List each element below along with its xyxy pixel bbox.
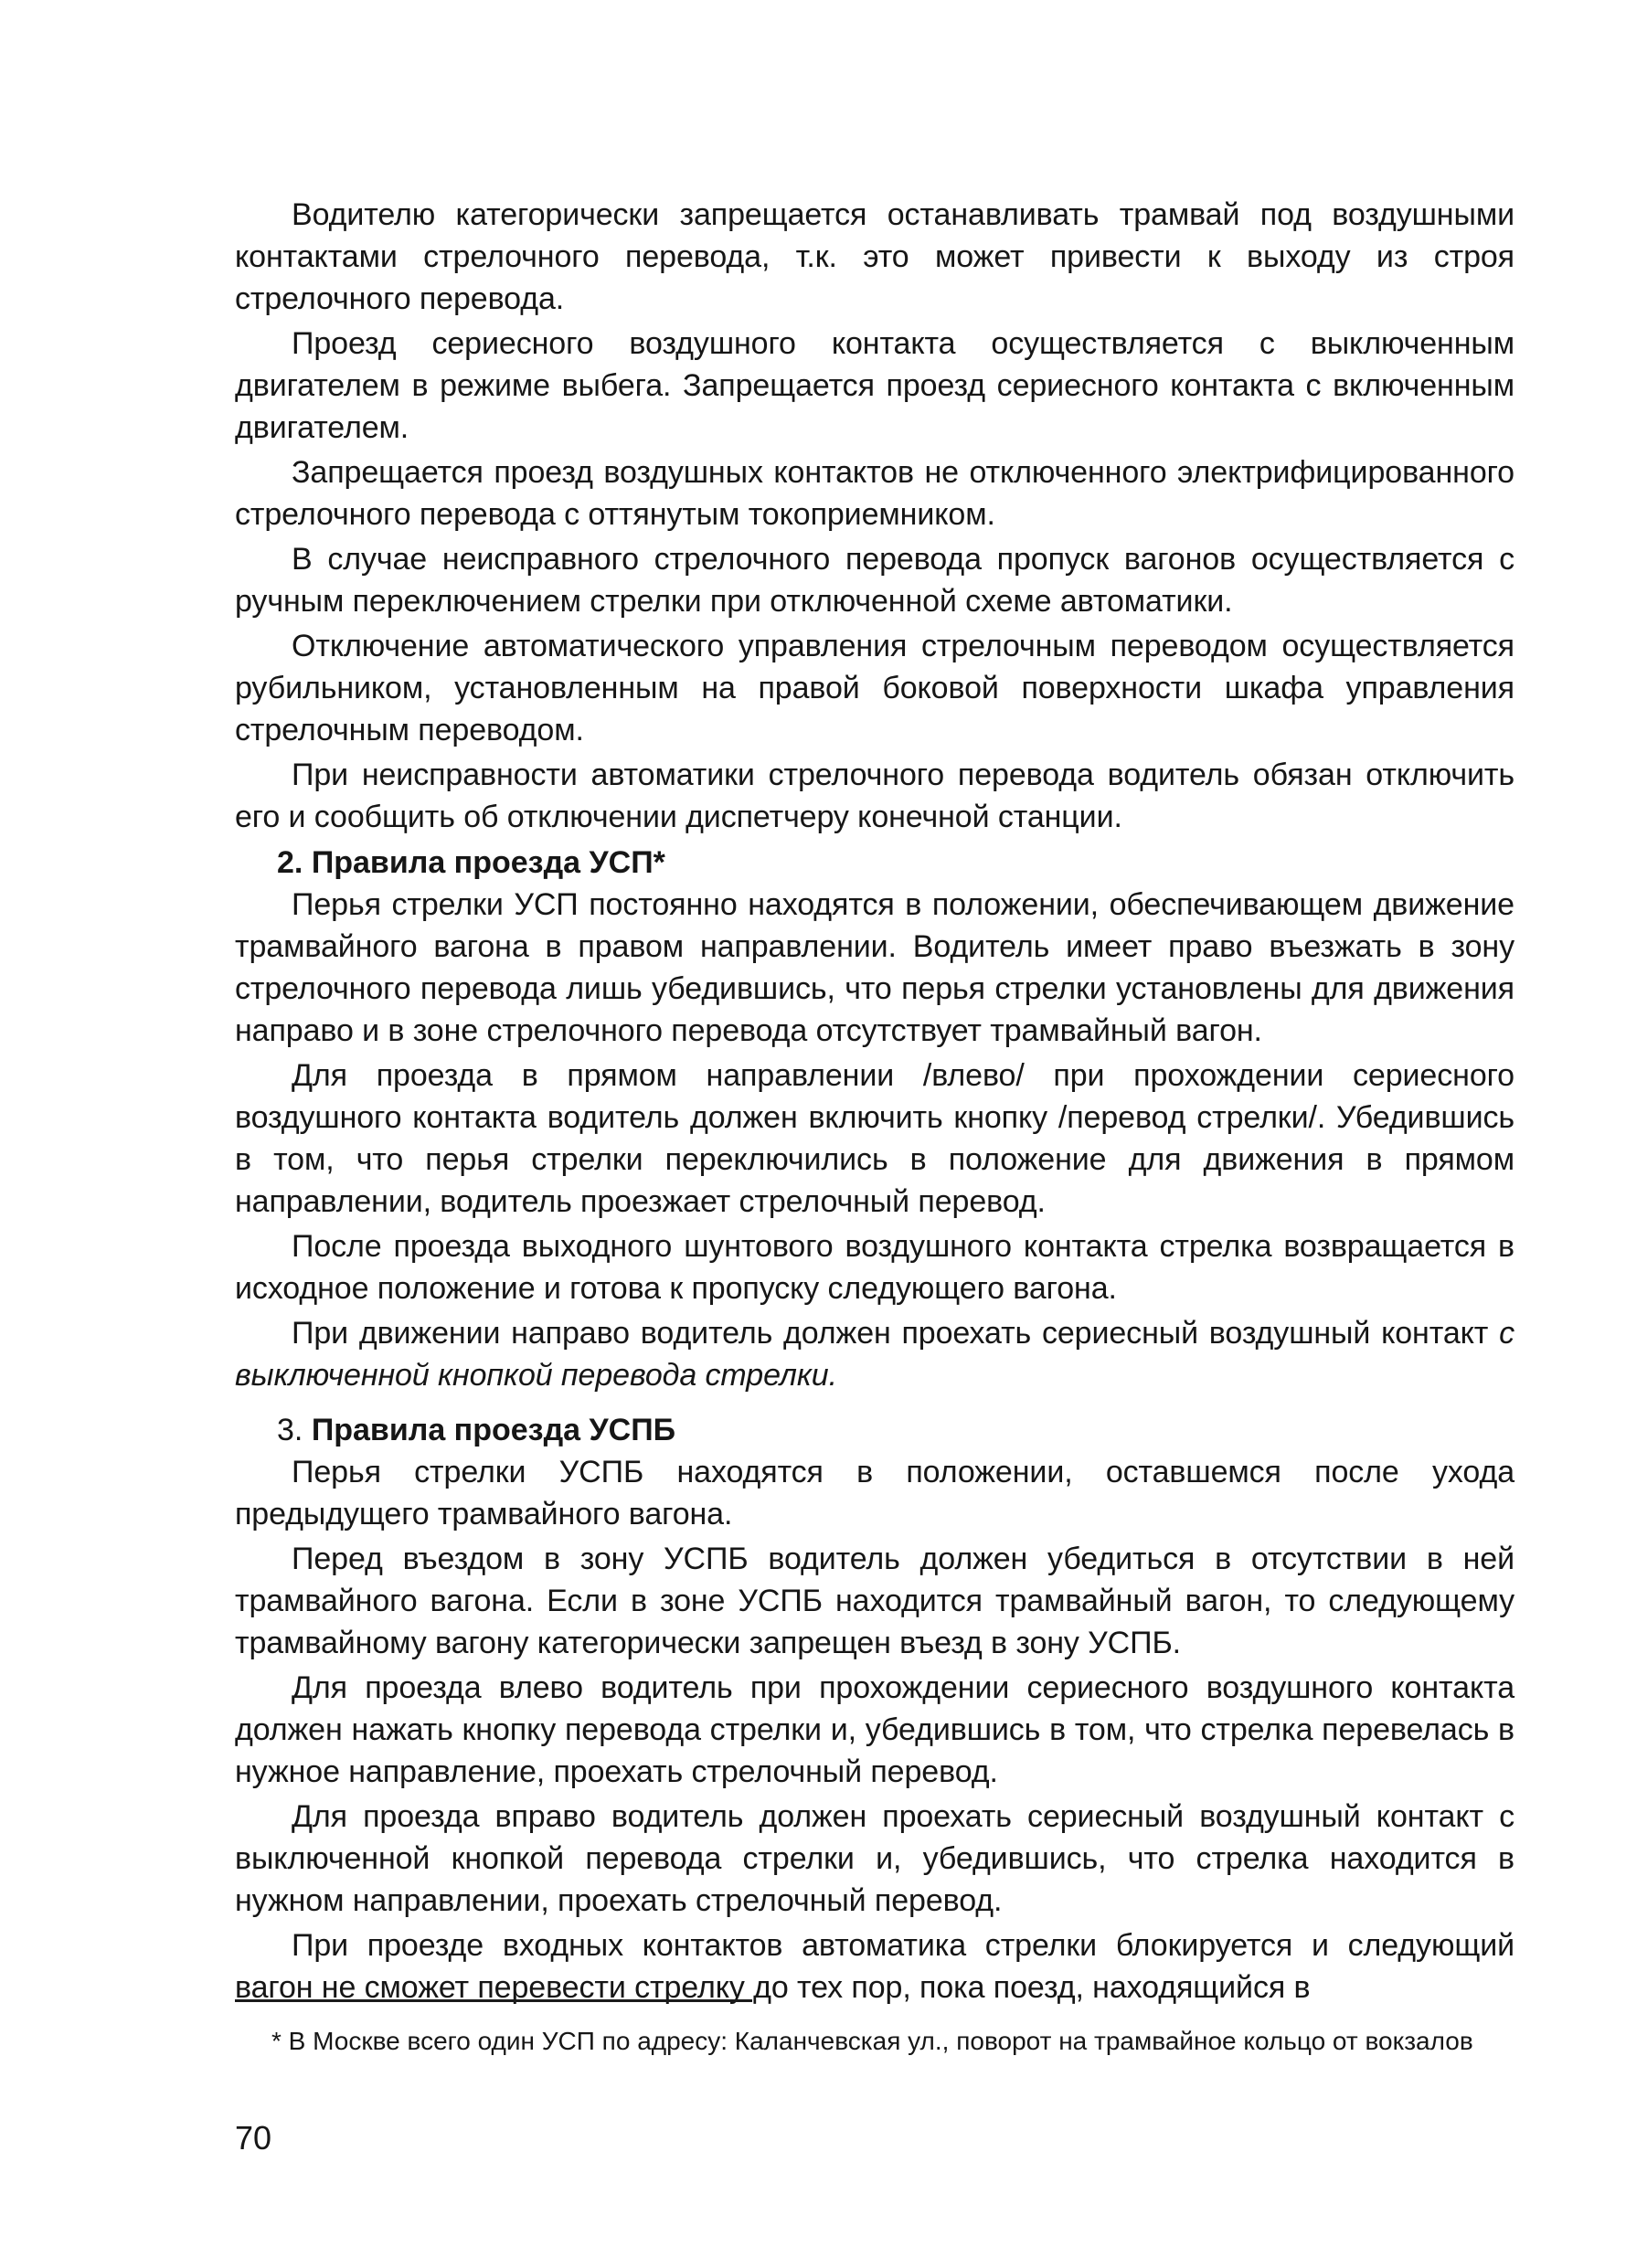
- paragraph: Перед въездом в зону УСПБ водитель должен убедиться в отсутствии в ней трамвайного вагона. Если в зоне УСПБ находится трамвайный вагон, то следующему трамвайному вагону категорически запрещен въезд в зону УСПБ.: [235, 1542, 1514, 1660]
- paragraph-italic-text: с выключенной кнопкой перевода стрелки.: [235, 1316, 1514, 1393]
- page-number: 70: [235, 2119, 272, 2157]
- section-2-heading: [277, 842, 1514, 884]
- section-3-heading: [277, 1409, 1514, 1451]
- paragraph: Для проезда в прямом направлении /влево/ при прохождении сериесного воздушного контакта водитель должен включить кнопку /перевод стрелки/. Убедившись в том, что перья стрелки переключились в положение для движения в прямом направлении, водитель проезжает стрелочный перевод.: [235, 1058, 1514, 1219]
- paragraph: Для проезда вправо водитель должен проехать сериесный воздушный контакт с выключенной кнопкой перевода стрелки и, убедившись, что стрелка находится в нужном направлении, проехать стрелочный перевод.: [235, 1799, 1514, 1918]
- section-number: 2.: [277, 845, 303, 880]
- section-title: Правила проезда УСП*: [311, 845, 665, 880]
- paragraph: В случае неисправного стрелочного перевода пропуск вагонов осуществляется с ручным переключением стрелки при отключенной схеме автоматики.: [235, 542, 1514, 619]
- paragraph: При проезде входных контактов автоматика стрелки блокируется и следующий вагон не сможет перевести стрелку до тех пор, пока поезд, находящийся в: [235, 1928, 1514, 2005]
- paragraph: [235, 1312, 1514, 1396]
- paragraph: Отключение автоматического управления стрелочным переводом осуществляется рубильником, установленным на правой боковой поверхности шкафа управления стрелочным переводом.: [235, 629, 1514, 747]
- paragraph: При неисправности автоматики стрелочного перевода водитель обязан отключить его и сообщить об отключении диспетчеру конечной станции.: [235, 758, 1514, 834]
- paragraph: Проезд сериесного воздушного контакта осуществляется с выключенным двигателем в режиме выбега. Запрещается проезд сериесного контакта с включенным двигателем.: [235, 326, 1514, 445]
- paragraph-lead-text: При движении направо водитель должен проехать сериесный воздушный контакт: [292, 1316, 1500, 1351]
- footnote-divider: [235, 1999, 752, 2002]
- paragraph: Запрещается проезд воздушных контактов не отключенного электрифицированного стрелочного перевода с оттянутым токоприемником.: [235, 455, 1514, 532]
- paragraph: После проезда выходного шунтового воздушного контакта стрелка возвращается в исходное положение и готова к пропуску следующего вагона.: [235, 1229, 1514, 1306]
- main-text: [235, 194, 1514, 2011]
- footnote: * В Москве всего один УСП по адресу: Каланчевская ул., поворот на трамвайное кольцо от вокзалов: [271, 2027, 1473, 2055]
- section-title: Правила проезда УСПБ: [311, 1413, 676, 1447]
- section-number: 3.: [277, 1413, 303, 1447]
- paragraph: Перья стрелки УСПБ находятся в положении, оставшемся после ухода предыдущего трамвайного вагона.: [235, 1455, 1514, 1531]
- paragraph: Для проезда влево водитель при прохождении сериесного воздушного контакта должен нажать кнопку перевода стрелки и, убедившись в том, что стрелка перевелась в нужное направление, проехать стрелочный перевод.: [235, 1670, 1514, 1789]
- paragraph: Перья стрелки УСП постоянно находятся в положении, обеспечивающем движение трамвайного вагона в правом направлении. Водитель имеет право въезжать в зону стрелочного перевода лишь убедившись, что перья стрелки установлены для движения направо и в зоне стрелочного перевода отсутствует трамвайный вагон.: [235, 887, 1514, 1048]
- paragraph: Водителю категорически запрещается останавливать трамвай под воздушными контактами стрелочного перевода, т.к. это может привести к выходу из строя стрелочного перевода.: [235, 197, 1514, 316]
